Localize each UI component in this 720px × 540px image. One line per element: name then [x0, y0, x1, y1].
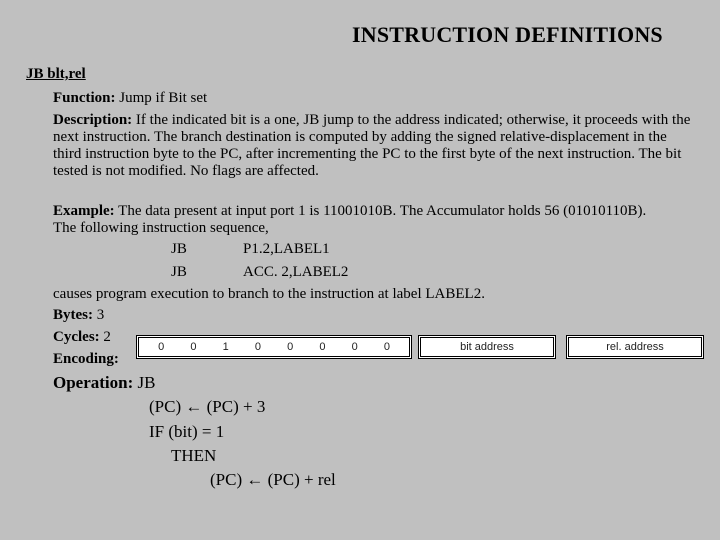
bytes-label: Bytes: — [53, 307, 93, 323]
opcode-bit: 0 — [351, 341, 358, 353]
opcode-bit: 0 — [383, 341, 390, 353]
bytes-value: 3 — [96, 307, 105, 323]
operation-line: THEN — [171, 446, 217, 465]
opcode-bit: 0 — [287, 341, 294, 353]
cycles-label: Cycles: — [53, 329, 100, 345]
function-text: Jump if Bit set — [119, 90, 208, 106]
operation-line: (PC) ← (PC) + 3 — [149, 397, 266, 416]
description-text: If the indicated bit is a one, JB jump to the address indicated; otherwise, it proceeds with the next instruction. The branch destination is computed by adding the signed relative-displacement in the third instruction byte to the PC, after incrementing the PC to the first byte of the next instruction. The bit tested is not modified. No flags are affected. — [53, 112, 691, 179]
encoding-rel-address-box — [566, 335, 704, 359]
opcode-bit: 0 — [158, 341, 165, 353]
operation-label: Operation: — [53, 373, 134, 392]
encoding-label: Encoding: — [53, 351, 119, 367]
bit-address-label: bit address — [460, 341, 514, 353]
opcode-bit: 0 — [254, 341, 261, 353]
code-mnemonic-1: JB — [171, 241, 187, 257]
opcode-bit: 0 — [319, 341, 326, 353]
rel-address-label: rel. address — [606, 341, 664, 353]
code-operands-1: P1.2,LABEL1 — [243, 241, 330, 257]
example-label: Example: — [53, 203, 115, 219]
encoding-opcode-box — [136, 335, 412, 359]
description-label: Description: — [53, 112, 133, 128]
operation-row — [53, 373, 156, 393]
opcode-bit: 0 — [190, 341, 197, 353]
example-text: The data present at input port 1 is 11001010B. The Accumulator holds 56 (01010110B). The following instruction sequence, — [53, 203, 647, 236]
function-row — [53, 90, 693, 107]
opcode-bit: 1 — [222, 341, 229, 353]
page-title: INSTRUCTION DEFINITIONS — [352, 22, 663, 47]
operation-mnemonic: JB — [137, 373, 156, 392]
bytes-row — [53, 307, 693, 324]
code-operands-2: ACC. 2,LABEL2 — [243, 264, 349, 280]
operation-line: IF (bit) = 1 — [149, 422, 225, 441]
description-row — [53, 112, 693, 180]
instruction-heading: JB blt,rel — [26, 66, 86, 82]
function-label: Function: — [53, 90, 116, 106]
encoding-bit-address-box — [418, 335, 556, 359]
example-row — [53, 203, 673, 237]
example-after-text: causes program execution to branch to the instruction at label LABEL2. — [53, 286, 485, 302]
code-mnemonic-2: JB — [171, 264, 187, 280]
cycles-value: 2 — [103, 329, 111, 345]
operation-line: (PC) ← (PC) + rel — [210, 470, 336, 489]
